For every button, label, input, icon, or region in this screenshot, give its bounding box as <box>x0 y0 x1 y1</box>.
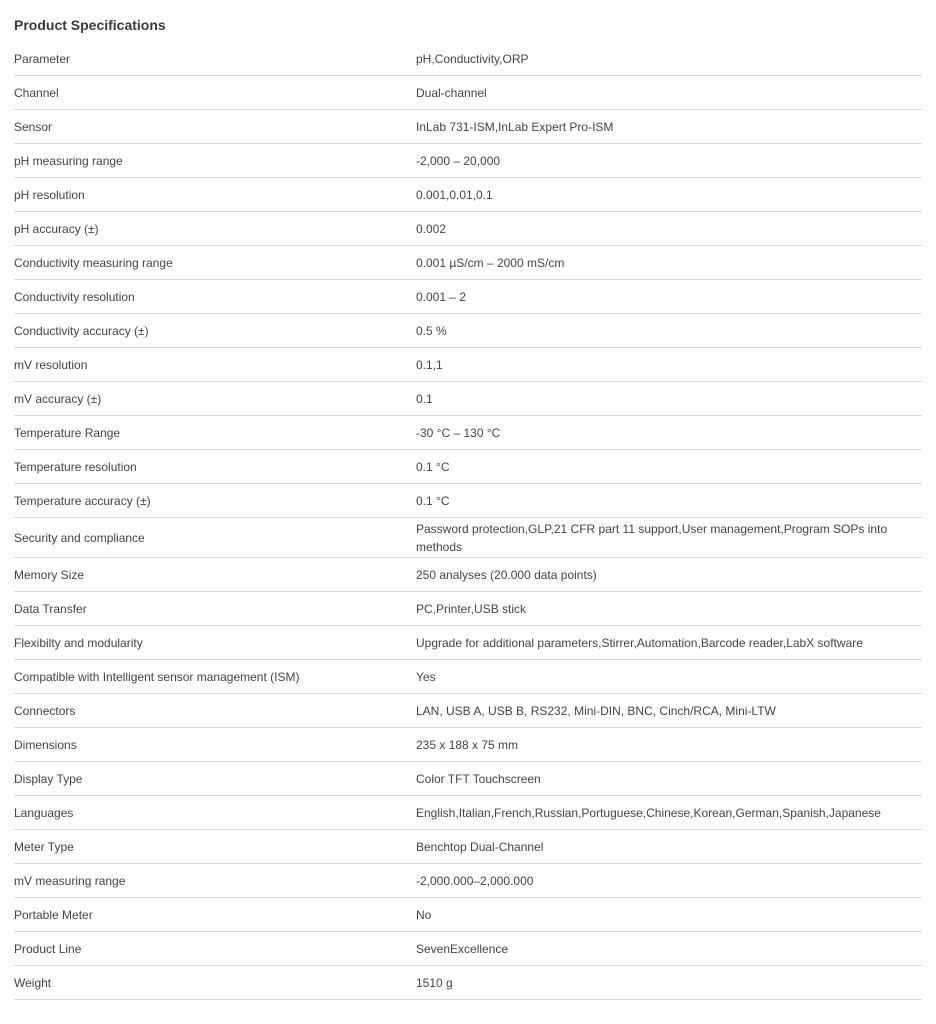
spec-label: Temperature accuracy (±) <box>14 493 151 508</box>
spec-label: Conductivity accuracy (±) <box>14 323 149 338</box>
table-row <box>14 796 922 830</box>
spec-value: Benchtop Dual-Channel <box>416 839 544 854</box>
table-row <box>14 728 922 762</box>
spec-label: Product Line <box>14 941 82 956</box>
table-row <box>14 558 922 592</box>
spec-value: 0.1 °C <box>416 459 450 474</box>
spec-label: mV accuracy (±) <box>14 391 102 406</box>
spec-label: pH measuring range <box>14 153 123 168</box>
spec-label: Meter Type <box>14 839 74 854</box>
spec-value: 0.002 <box>416 221 447 236</box>
spec-value: 250 analyses (20.000 data points) <box>416 567 597 582</box>
spec-label: Weight <box>14 975 52 990</box>
table-row <box>14 898 922 932</box>
table-row <box>14 830 922 864</box>
table-row <box>14 416 922 450</box>
table-row <box>14 592 922 626</box>
spec-label: Dimensions <box>14 737 77 752</box>
spec-value: 0.1 °C <box>416 493 450 508</box>
table-row <box>14 348 922 382</box>
spec-value: Password protection,GLP,21 CFR part 11 support,User management,Program SOPs into methods <box>416 521 888 554</box>
table-row <box>14 110 922 144</box>
spec-value: pH,Conductivity,ORP <box>416 51 529 66</box>
spec-value: PC,Printer,USB stick <box>416 601 527 616</box>
spec-label: pH accuracy (±) <box>14 221 99 236</box>
spec-value: 0.1 <box>416 391 433 406</box>
table-row <box>14 144 922 178</box>
spec-label: Portable Meter <box>14 907 93 922</box>
spec-value: 0.001 µS/cm – 2000 mS/cm <box>416 255 565 270</box>
table-row <box>14 626 922 660</box>
spec-value: Color TFT Touchscreen <box>416 771 541 786</box>
table-row <box>14 484 922 518</box>
spec-value: 1510 g <box>416 975 453 990</box>
spec-value: InLab 731-ISM,InLab Expert Pro-ISM <box>416 119 614 134</box>
spec-value: -2,000.000–2,000.000 <box>416 873 534 888</box>
table-row <box>14 518 922 558</box>
spec-value: No <box>416 907 432 922</box>
table-row <box>14 864 922 898</box>
table-row <box>14 694 922 728</box>
table-row <box>14 450 922 484</box>
spec-value: Yes <box>416 669 436 684</box>
table-row <box>14 280 922 314</box>
table-row <box>14 178 922 212</box>
spec-value: -30 °C – 130 °C <box>416 425 501 440</box>
spec-label: pH resolution <box>14 187 85 202</box>
spec-value: 0.5 % <box>416 323 447 338</box>
section-title: Product Specifications <box>14 17 166 33</box>
spec-label: Languages <box>14 805 74 820</box>
spec-value: English,Italian,French,Russian,Portuguese,Chinese,Korean,German,Spanish,Japanese <box>416 805 881 820</box>
table-row <box>14 660 922 694</box>
table-row <box>14 76 922 110</box>
spec-value: 235 x 188 x 75 mm <box>416 737 519 752</box>
spec-value: SevenExcellence <box>416 941 509 956</box>
spec-label: Sensor <box>14 119 53 134</box>
spec-label: Memory Size <box>14 567 85 582</box>
spec-value: -2,000 – 20,000 <box>416 153 501 168</box>
table-row <box>14 212 922 246</box>
table-row <box>14 382 922 416</box>
spec-label: mV measuring range <box>14 873 126 888</box>
table-row <box>14 42 922 76</box>
spec-label: Temperature resolution <box>14 459 137 474</box>
table-row <box>14 246 922 280</box>
specifications-table <box>14 42 922 1000</box>
spec-label: Flexibilty and modularity <box>14 635 143 650</box>
spec-label: Connectors <box>14 703 76 718</box>
spec-label: Compatible with Intelligent sensor management (ISM) <box>14 669 300 684</box>
table-row <box>14 932 922 966</box>
table-row <box>14 314 922 348</box>
table-row <box>14 762 922 796</box>
spec-value: Upgrade for additional parameters,Stirrer,Automation,Barcode reader,LabX software <box>416 635 863 650</box>
spec-value: 0.001,0.01,0.1 <box>416 187 493 202</box>
spec-value: Dual-channel <box>416 85 487 100</box>
spec-label: Temperature Range <box>14 425 121 440</box>
spec-label: Display Type <box>14 771 83 786</box>
spec-label: Security and compliance <box>14 530 145 545</box>
spec-label: Channel <box>14 85 59 100</box>
spec-label: Data Transfer <box>14 601 87 616</box>
spec-value: LAN, USB A, USB B, RS232, Mini-DIN, BNC, Cinch/RCA, Mini-LTW <box>416 703 776 718</box>
spec-label: Conductivity measuring range <box>14 255 173 270</box>
spec-label: Parameter <box>14 51 71 66</box>
spec-value: 0.1,1 <box>416 357 443 372</box>
spec-label: mV resolution <box>14 357 88 372</box>
spec-label: Conductivity resolution <box>14 289 135 304</box>
spec-value: 0.001 – 2 <box>416 289 467 304</box>
table-row <box>14 966 922 1000</box>
